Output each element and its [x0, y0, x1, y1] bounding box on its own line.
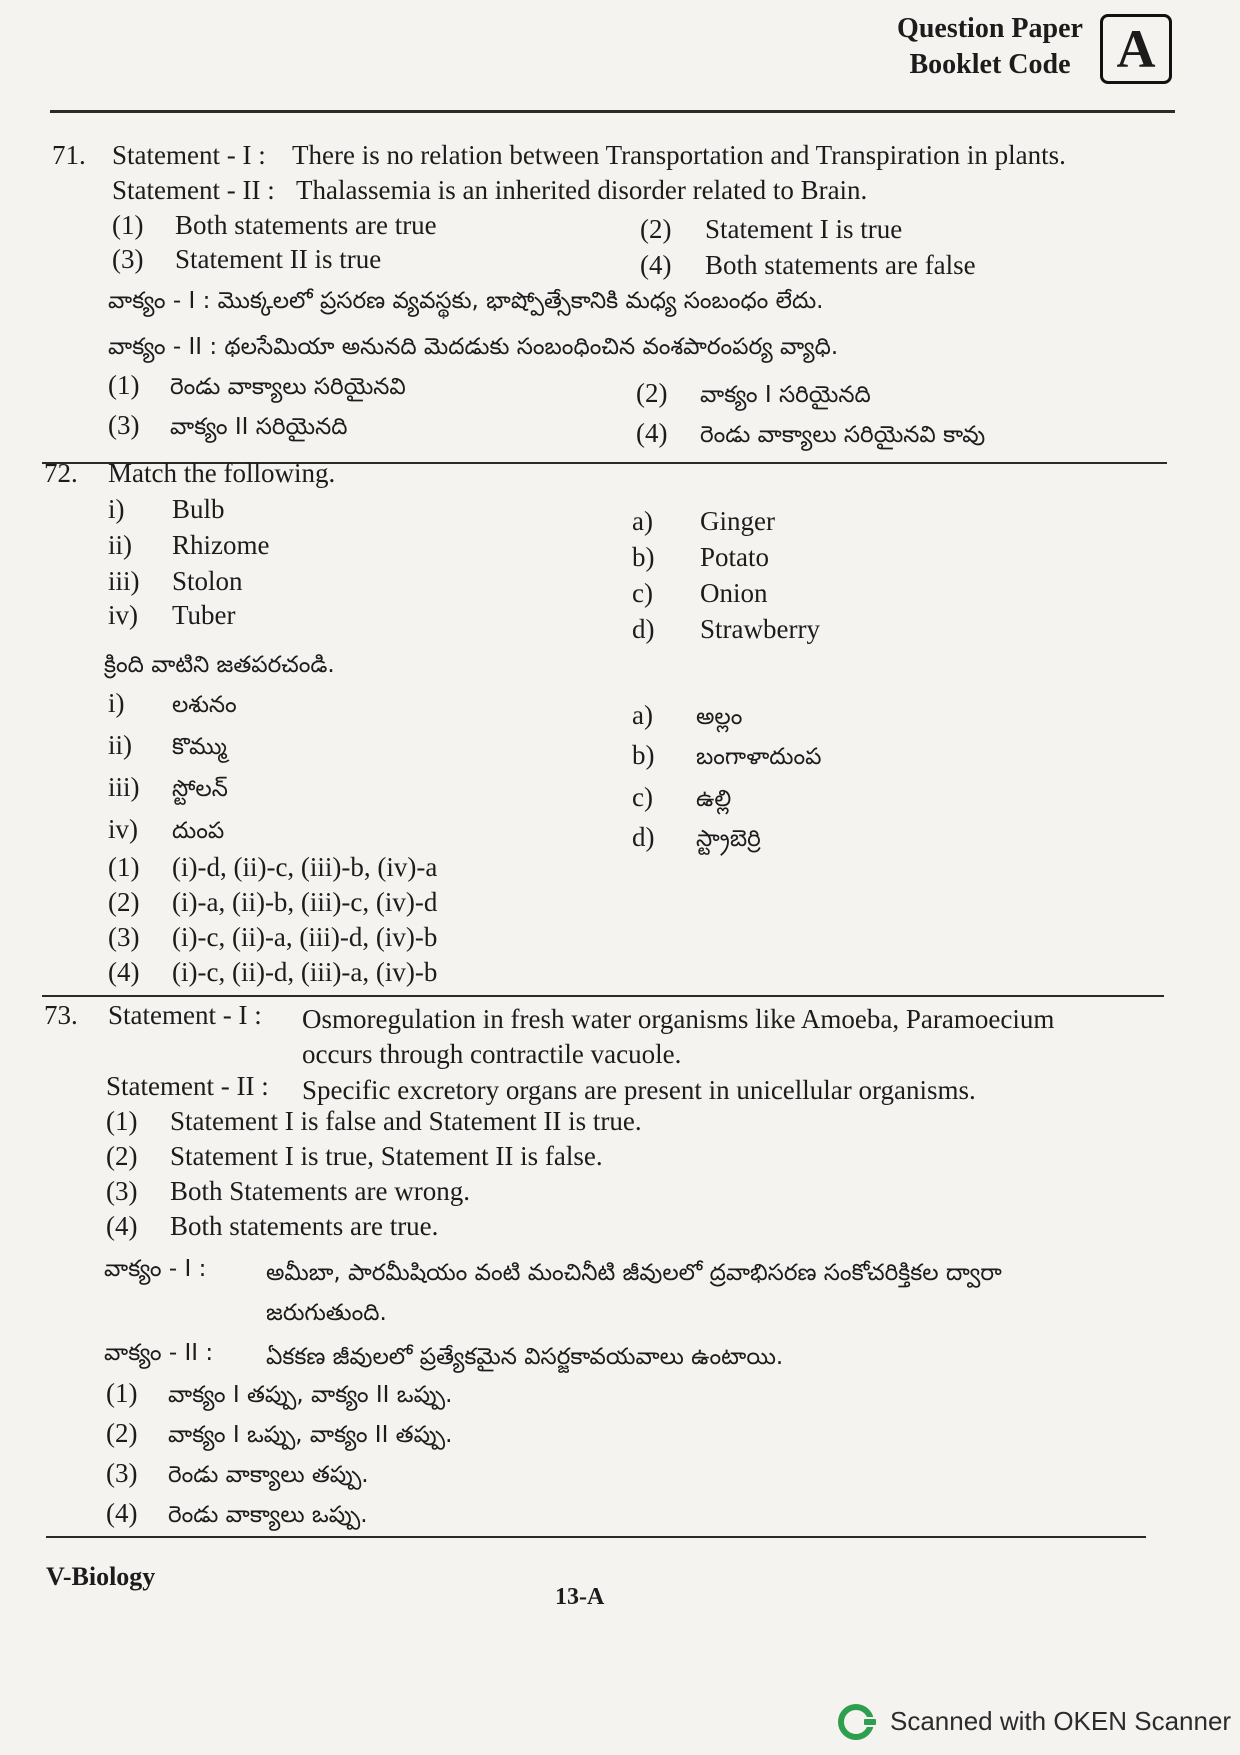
q71-te-statement1: వాక్యం - I : మొక్కలలో ప్రసరణ వ్యవస్థకు, భాష్పోత్సేకానికి మధ్య సంబంధం లేదు. — [108, 288, 824, 314]
q71-te-option-2-text: వాక్యం I సరియైనది — [700, 382, 871, 408]
q72-te-left-2-text: కొమ్ము — [172, 734, 227, 760]
q71-te-option-4-text: రెండు వాక్యాలు సరియైనవి కావు — [700, 422, 986, 448]
q72-te-right-c-label: c) — [632, 782, 653, 812]
q72-left-4-text: Tuber — [172, 600, 236, 630]
q73-te-option-2-number: (2) — [106, 1418, 138, 1448]
q72-te-right-a-label: a) — [632, 700, 653, 730]
q71-statement1-text: There is no relation between Transportation and Transpiration in plants. — [292, 140, 1066, 170]
q73-statement2-label: Statement - II : — [106, 1071, 269, 1101]
q72-left-2-label: ii) — [108, 530, 132, 560]
q71-option-4-text: Both statements are false — [705, 250, 976, 280]
q71-statement2-text: Thalassemia is an inherited disorder related to Brain. — [296, 175, 868, 205]
footer-divider — [46, 1536, 1146, 1538]
q72-option-4-number: (4) — [108, 957, 140, 987]
q73-option-4-number: (4) — [106, 1211, 138, 1241]
q72-te-right-b-text: బంగాళాదుంప — [696, 744, 822, 770]
q72-option-1-number: (1) — [108, 852, 140, 882]
q72-option-2-text: (i)-a, (ii)-b, (iii)-c, (iv)-d — [172, 887, 438, 917]
q73-te-option-2-text: వాక్యం I ఒప్పు, వాక్యం II తప్పు. — [168, 1422, 453, 1448]
question-number-73: 73. — [44, 1000, 78, 1030]
q73-statement1-label: Statement - I : — [108, 1000, 262, 1030]
q72-te-left-1-text: లశునం — [172, 692, 237, 718]
q72-te-left-3-label: iii) — [108, 772, 140, 802]
q71-te-option-2-number: (2) — [636, 378, 668, 408]
q71-te-statement2: వాక్యం - II : థలసేమియా అనునది మెదడుకు సంబంధించిన వంశపారంపర్య వ్యాధి. — [108, 334, 839, 360]
q73-te-option-3-number: (3) — [106, 1458, 138, 1488]
q73-option-2-number: (2) — [106, 1141, 138, 1171]
q73-statement1-line1: Osmoregulation in fresh water organisms like Amoeba, Paramoecium — [302, 1004, 1055, 1034]
q72-left-2-text: Rhizome — [172, 530, 270, 560]
q73-option-3-text: Both Statements are wrong. — [170, 1176, 470, 1206]
q73-te-option-1-text: వాక్యం I తప్పు, వాక్యం II ఒప్పు. — [168, 1382, 453, 1408]
q73-te-option-1-number: (1) — [106, 1378, 138, 1408]
q71-option-1-number: (1) — [112, 210, 144, 240]
q73-te-option-3-text: రెండు వాక్యాలు తప్పు. — [168, 1462, 369, 1488]
question-number-71: 71. — [52, 140, 86, 170]
q73-te-statement2-label: వాక్యం - II : — [104, 1340, 214, 1366]
q72-right-d-text: Strawberry — [700, 614, 820, 644]
q73-te-option-4-number: (4) — [106, 1498, 138, 1528]
q72-te-right-a-text: అల్లం — [696, 704, 743, 730]
q73-te-option-4-text: రెండు వాక్యాలు ఒప్పు. — [168, 1502, 368, 1528]
q73-te-statement1-line1: అమీబా, పారమీషియం వంటి మంచినీటి జీవులలో ద్రవాభిసరణ సంకోచరిక్తికల ద్వారా — [266, 1260, 1002, 1286]
q71-option-2-number: (2) — [640, 214, 672, 244]
q71-statement2-label: Statement - II : — [112, 175, 275, 205]
scanner-watermark-text: Scanned with OKEN Scanner — [890, 1706, 1232, 1736]
q73-option-1-number: (1) — [106, 1106, 138, 1136]
q71-option-3-text: Statement II is true — [175, 244, 382, 274]
q71-statement1-label: Statement - I : — [112, 140, 266, 170]
q71-option-3-number: (3) — [112, 244, 144, 274]
q73-statement2-text: Specific excretory organs are present in unicellular organisms. — [302, 1075, 976, 1105]
q72-left-3-label: iii) — [108, 566, 140, 596]
q72-right-b-label: b) — [632, 542, 655, 572]
q72-te-right-c-text: ఉల్లి — [696, 786, 732, 812]
q71-te-option-3-text: వాక్యం II సరియైనది — [170, 414, 348, 440]
q73-te-statement2-text: ఏకకణ జీవులలో ప్రత్యేకమైన విసర్జకావయవాలు ఉంటాయి. — [266, 1344, 784, 1370]
q72-right-c-text: Onion — [700, 578, 768, 608]
q72-te-left-2-label: ii) — [108, 730, 132, 760]
q72-right-a-text: Ginger — [700, 506, 775, 536]
q72-te-left-4-label: iv) — [108, 814, 138, 844]
q72-right-d-label: d) — [632, 614, 655, 644]
footer-subject: V-Biology — [46, 1562, 156, 1591]
q72-te-right-b-label: b) — [632, 740, 655, 770]
booklet-code-label-line1: Question Paper — [897, 13, 1083, 44]
q71-te-option-4-number: (4) — [636, 418, 668, 448]
q72-divider — [42, 995, 1164, 997]
q72-te-right-d-label: d) — [632, 822, 655, 852]
q72-right-c-label: c) — [632, 578, 653, 608]
q72-te-prompt: క్రింది వాటిని జతపరచండి. — [104, 652, 335, 678]
booklet-code-box: A — [1100, 14, 1172, 84]
q72-te-right-d-text: స్ట్రాబెర్రి — [696, 826, 761, 852]
q71-option-4-number: (4) — [640, 250, 672, 280]
q71-option-1-text: Both statements are true — [175, 210, 437, 240]
q73-option-3-number: (3) — [106, 1176, 138, 1206]
q72-option-2-number: (2) — [108, 887, 140, 917]
q73-option-2-text: Statement I is true, Statement II is false. — [170, 1141, 603, 1171]
q72-left-3-text: Stolon — [172, 566, 243, 596]
q72-te-left-1-label: i) — [108, 688, 125, 718]
q73-option-1-text: Statement I is false and Statement II is true. — [170, 1106, 642, 1136]
booklet-code-label-line2: Booklet Code — [909, 49, 1071, 80]
q73-te-statement1-line2: జరుగుతుంది. — [266, 1300, 387, 1326]
q72-te-left-4-text: దుంప — [172, 818, 225, 844]
q73-statement1-line2: occurs through contractile vacuole. — [302, 1039, 682, 1069]
q72-left-1-label: i) — [108, 494, 125, 524]
header-divider — [50, 110, 1175, 113]
q71-te-option-1-text: రెండు వాక్యాలు సరియైనవి — [170, 374, 406, 400]
q73-te-statement1-label: వాక్యం - I : — [104, 1256, 207, 1282]
question-number-72: 72. — [44, 458, 78, 488]
q72-left-1-text: Bulb — [172, 494, 225, 524]
q72-option-3-text: (i)-c, (ii)-a, (iii)-d, (iv)-b — [172, 922, 438, 952]
oken-logo-icon — [836, 1700, 880, 1744]
q71-te-option-1-number: (1) — [108, 370, 140, 400]
q73-option-4-text: Both statements are true. — [170, 1211, 439, 1241]
q72-option-3-number: (3) — [108, 922, 140, 952]
q71-option-2-text: Statement I is true — [705, 214, 903, 244]
q72-te-left-3-text: స్టోలన్ — [172, 776, 228, 802]
q72-right-a-label: a) — [632, 506, 653, 536]
q72-option-1-text: (i)-d, (ii)-c, (iii)-b, (iv)-a — [172, 852, 438, 882]
q72-right-b-text: Potato — [700, 542, 770, 572]
q72-left-4-label: iv) — [108, 600, 138, 630]
q72-option-4-text: (i)-c, (ii)-d, (iii)-a, (iv)-b — [172, 957, 438, 987]
q72-prompt: Match the following. — [108, 458, 336, 488]
footer-page-number: 13-A — [555, 1584, 605, 1610]
q71-te-option-3-number: (3) — [108, 410, 140, 440]
